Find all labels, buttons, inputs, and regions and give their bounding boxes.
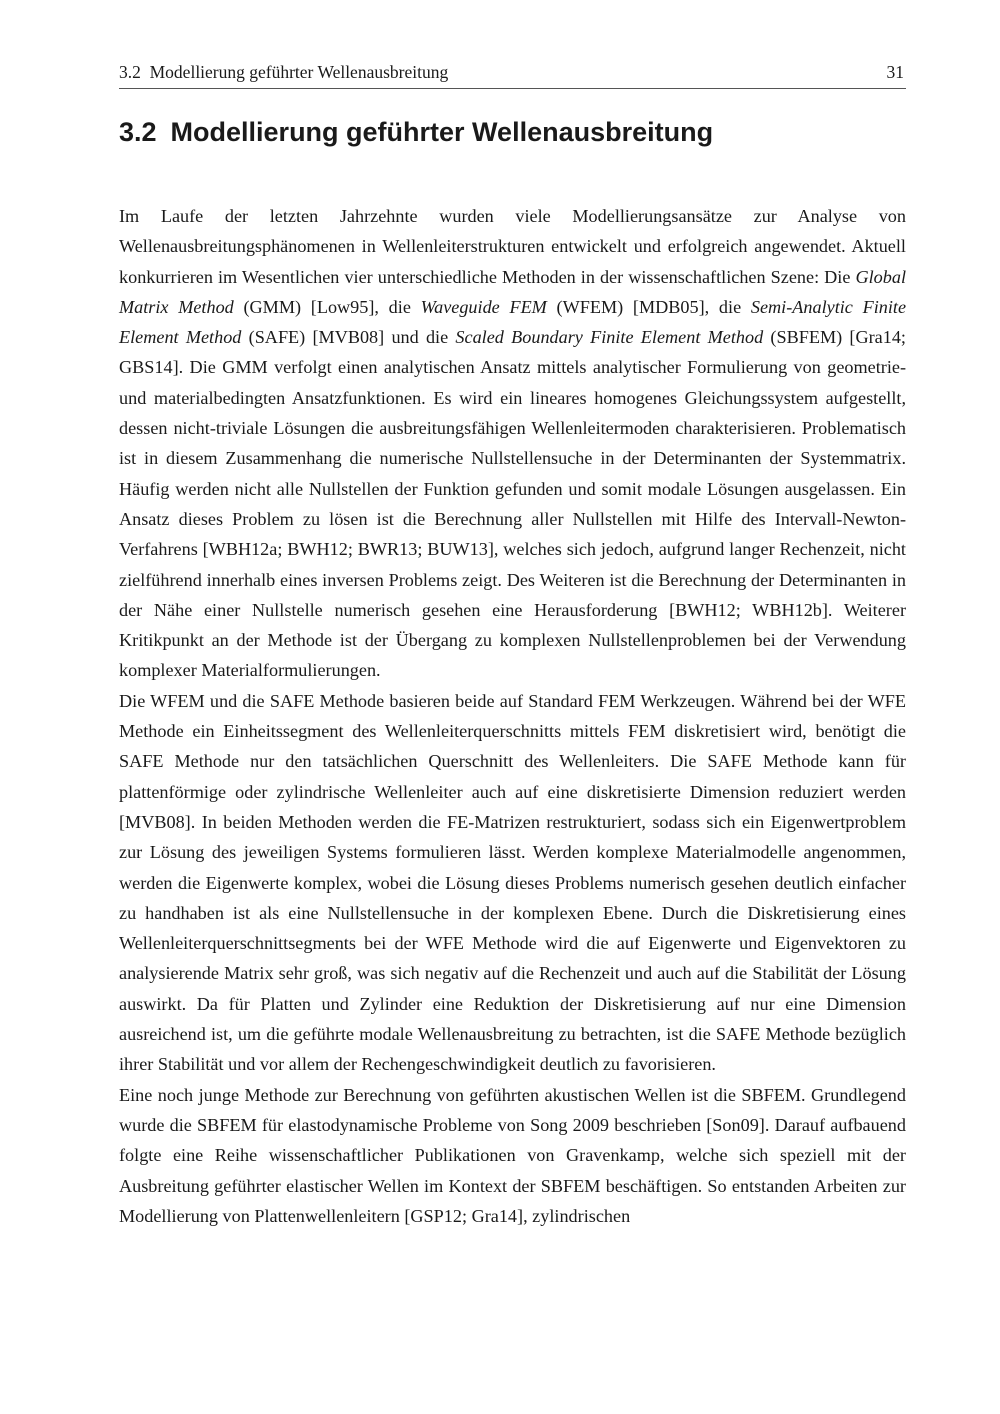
italic-term: Scaled Boundary Finite Element Method [455,327,764,348]
paragraph [119,686,906,1080]
section-heading [119,117,713,148]
section-title: Modellierung geführter Wellenausbreitung [170,117,714,147]
text-run: Eine noch junge Methode zur Berechnung von geführten akustischen Wellen ist die SBFEM. Grundlegend wurde die SBFEM für elastodynamische Probleme von Song 2009 beschrieben [Son09]. Darauf aufbauend folgte eine Reihe wissenschaftlicher Publikationen von Gravenkamp, welche sich speziell mit der Ausbreitung geführter elastischer Wellen im Kontext der SBFEM beschäftigen. So entstanden Arbeiten zur Modellierung von Plattenwellenleitern [GSP12; Gra14], zylindrischen [119,1084,906,1226]
running-header [119,62,906,89]
text-run: (SAFE) [MVB08] und die [241,327,456,348]
text-run: (SBFEM) [Gra14; GBS14]. Die GMM verfolgt einen analytischen Ansatz mittels analytischer Formulierung von geometrie- und materialbedingten Ansatzfunktionen. Es wird ein lineares homogenes Gleichungssystem aufgestellt, dessen nicht-triviale Lösungen die ausbreitungsfähigen Wellenleitermoden charakterisieren. Problematisch ist in diesem Zusammenhang die numerische Nullstellensuche in der Determinanten der Systemmatrix. Häufig werden nicht alle Nullstellen der Funktion gefunden und somit modale Lösungen ausgelassen. Ein Ansatz dieses Problem zu lösen ist die Berechnung aller Nullstellen mit Hilfe des Intervall-Newton-Verfahrens [WBH12a; BWH12; BWR13; BUW13], welches sich jedoch, aufgrund langer Rechenzeit, nicht zielführend innerhalb eines inversen Problems zeigt. Des Weiteren ist die Berechnung der Determinanten in der Nähe einer Nullstelle numerisch gesehen eine Herausforderung [BWH12; WBH12b]. Weiterer Kritikpunkt an der Methode ist der Übergang zu komplexen Nullstellenproblemen bei der Verwendung komplexer Materialformulierungen. [119,327,906,681]
italic-term: Semi-Analytic Finite Element Method [119,296,907,348]
text-run: Im Laufe der letzten Jahrzehnte wurden viele Modellierungsansätze zur Analyse von Wellenausbreitungsphänomenen in Wellenleiterstrukturen entwickelt und erfolgreich angewendet. Aktuell konkurrieren im Wesentlichen vier unterschiedliche Methoden in der wissenschaftlichen Szene: Die [119,206,906,287]
paragraph [119,1080,906,1231]
italic-term: Waveguide FEM [420,296,547,317]
italic-term: Global Matrix Method [119,266,906,317]
section-number: 3.2 [119,117,157,147]
text-run: (WFEM) [MDB05], die [546,296,751,317]
running-header-title: 3.2 Modellierung geführter Wellenausbreitung [119,62,449,82]
page-number: 31 [886,62,904,82]
text-run: Die WFEM und die SAFE Methode basieren beide auf Standard FEM Werkzeugen. Während bei der WFE Methode ein Einheitssegment des Wellenleiterquerschnitts mittels FEM diskretisiert wird, benötigt die SAFE Methode nur den tatsächlichen Querschnitt des Wellenleiters. Die SAFE Methode kann für plattenförmige oder zylindrische Wellenleiter auch auf eine diskretisierte Dimension reduziert werden [MVB08]. In beiden Methoden werden die FE-Matrizen restrukturiert, sodass sich ein Eigenwertproblem zur Lösung des jeweiligen Systems formulieren lässt. Werden komplexe Materialmodelle angenommen, werden die Eigenwerte komplex, wobei die Lösung dieses Problems numerisch gesehen deutlich einfacher zu handhaben ist als eine Nullstellensuche in der komplexen Ebene. Durch die Diskretisierung eines Wellenleiterquerschnittsegments bei der WFE Methode wird die auf Eigenwerte und Eigenvektoren zu analysierende Matrix sehr groß, was sich negativ auf die Rechenzeit und auch auf die Stabilität der Lösung auswirkt. Da für Platten und Zylinder eine Reduktion der Diskretisierung auf nur eine Dimension ausreichend ist, um die geführte modale Wellenausbreitung zu betrachten, ist die SAFE Methode bezüglich ihrer Stabilität und vor allem der Rechengeschwindigkeit deutlich zu favorisieren. [119,690,906,1075]
text-run: (GMM) [Low95], die [233,296,421,317]
body-text [119,201,906,1231]
paragraph [119,201,906,686]
